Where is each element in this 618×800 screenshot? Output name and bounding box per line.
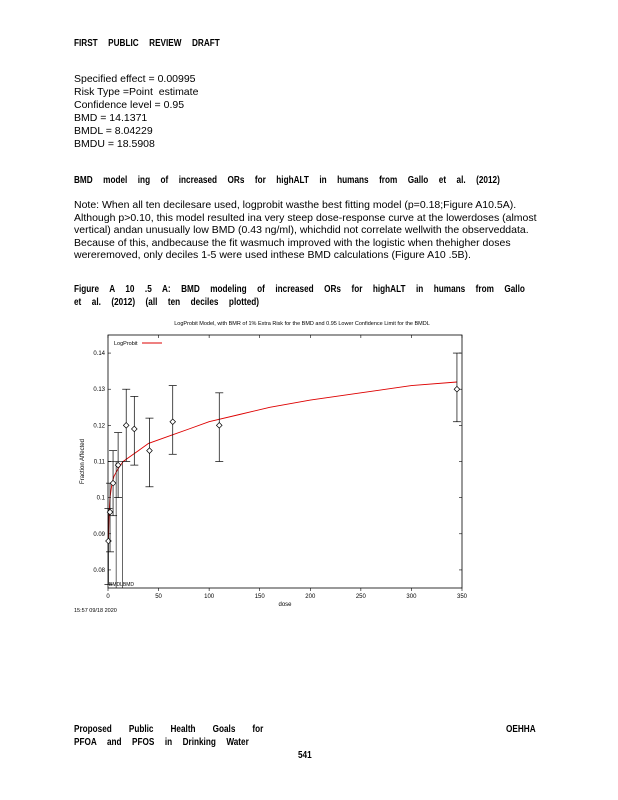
legend-label: LogProbit xyxy=(114,341,138,347)
data-point xyxy=(123,423,129,429)
param-line: BMDU = 18.5908 xyxy=(74,138,155,150)
param-line: Specified effect = 0.00995 xyxy=(74,73,196,85)
note-paragraph: Note: When all ten decilesare used, logprobit wasthe best fitting model (p=0.18;Figure A10.5A). Although p>0.10, this model resulted ina very steep dose-response curve at the lowerdoses (almost vertical) andan unusually low BMD (0.43 ng/ml), whichdid not correlate wellwith the observeddata. Because of this, andbecause the fit wasmuch improved with the logistic when thehigher doses wereremoved, only deciles 1-5 were used inthese BMD calculations (Figure A10 .5B). xyxy=(74,199,537,261)
chart-timestamp: 15:57 09/18 2020 xyxy=(74,608,117,614)
data-point xyxy=(106,538,112,544)
chart-title: LogProbit Model, with BMR of 1% Extra Risk for the BMD and 0.95 Lower Confidence Limit for the BMDL xyxy=(174,321,430,327)
y-tick-label: 0.13 xyxy=(93,387,105,394)
model-curve-layer xyxy=(108,382,457,588)
data-point xyxy=(454,386,460,392)
plot-frame xyxy=(108,335,462,588)
page-number: 541 xyxy=(298,750,312,761)
data-point xyxy=(131,426,137,432)
y-tick-label: 0.1 xyxy=(96,495,105,502)
x-tick-label: 150 xyxy=(254,594,265,600)
y-tick-label: 0.11 xyxy=(93,459,105,466)
data-point xyxy=(170,419,176,425)
model-curve-line xyxy=(108,382,457,541)
footer-line-1: Proposed Public Health Goals for xyxy=(74,724,264,735)
section-title: BMD model ing of increased ORs for highALT in humans from Gallo et al. (2012) xyxy=(74,175,500,186)
chart-svg xyxy=(74,318,484,626)
data-point xyxy=(147,448,153,454)
bmd-parameters xyxy=(74,73,198,151)
bmd-labels: BMDLBMD xyxy=(109,582,135,588)
param-line: Confidence level = 0.95 xyxy=(74,99,185,111)
x-tick-label: 300 xyxy=(406,594,417,600)
chart-legend xyxy=(114,341,162,347)
y-axis-label: Fraction Affected xyxy=(80,439,86,484)
x-axis-label: dose xyxy=(278,602,292,608)
x-tick-label: 100 xyxy=(204,594,215,600)
x-tick-label: 250 xyxy=(355,594,366,600)
y-tick-label: 0.09 xyxy=(93,531,105,538)
data-point xyxy=(216,423,222,429)
y-tick-label: 0.08 xyxy=(93,567,105,574)
draft-header: FIRST PUBLIC REVIEW DRAFT xyxy=(74,38,220,49)
chart-frame xyxy=(108,335,462,588)
footer-line-2: PFOA and PFOS in Drinking Water xyxy=(74,737,249,748)
x-tick-label: 0 xyxy=(106,594,110,600)
figure-caption: Figure A 10 .5 A: BMD modeling of increased ORs for highALT in humans from Gallo et al. (2012) (all ten deciles plotted) xyxy=(74,284,525,308)
x-tick-label: 50 xyxy=(155,594,162,600)
param-line: Risk Type =Point estimate xyxy=(74,86,199,98)
y-tick-label: 0.14 xyxy=(93,351,105,358)
data-point xyxy=(110,480,116,486)
dose-response-chart xyxy=(74,318,484,626)
param-line: BMD = 14.1371 xyxy=(74,112,148,124)
y-tick-label: 0.12 xyxy=(93,423,105,430)
x-tick-label: 200 xyxy=(305,594,316,600)
data-points-layer xyxy=(104,353,461,584)
footer-agency: OEHHA xyxy=(506,724,536,735)
param-line: BMDL = 8.04229 xyxy=(74,125,153,137)
x-tick-label: 350 xyxy=(456,594,468,600)
